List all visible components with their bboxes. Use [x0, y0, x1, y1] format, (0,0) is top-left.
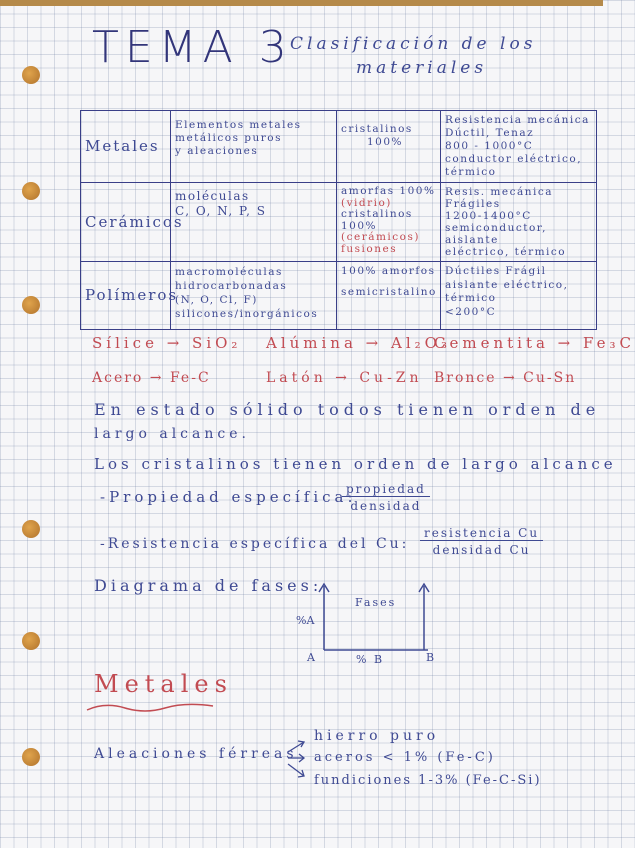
fraction-propiedad: propiedad densidad	[342, 482, 430, 513]
cell-structure: cristalinos 100%	[337, 111, 441, 183]
branch-arrows	[286, 736, 310, 782]
cell-properties: Resis. mecánica Frágiles 1200-1400°C semiconductor, aislante eléctrico, térmico	[441, 183, 597, 262]
branch-hierro-puro: hierro puro	[314, 728, 440, 744]
title-underline	[85, 700, 215, 714]
diagram-label-a: A	[307, 651, 315, 664]
formula-alumina: Alúmina → Al₂O₃	[266, 334, 451, 352]
section-title-metales: Metales	[94, 670, 233, 698]
notebook-top-edge	[0, 0, 603, 6]
table-row	[81, 262, 597, 330]
diagram-label-b: B	[426, 651, 435, 664]
row-head-polimeros: Polímeros	[81, 262, 171, 330]
note-solido-2: largo alcance.	[94, 426, 250, 442]
cell-properties: Resistencia mecánica Dúctil, Tenaz 800 - 1000°C conductor eléctrico, térmico	[441, 111, 597, 183]
diagram-label-fases: Fases	[355, 596, 397, 609]
subtitle-line-1: Clasificación de los	[290, 34, 537, 54]
formula-bronce: Bronce → Cu-Sn	[434, 370, 577, 386]
note-propiedad-especifica: -Propiedad específica:	[100, 488, 357, 506]
cell-composition: macromoléculas hidrocarbonadas (N, O, Cl, F) silicones/inorgánicos	[171, 262, 337, 330]
binder-ring-hole	[22, 748, 40, 766]
branch-fundiciones: fundiciones 1-3% (Fe-C-Si)	[314, 773, 542, 788]
note-solido-1: En estado sólido todos tienen orden de	[94, 400, 601, 419]
branch-aceros: aceros < 1% (Fe-C)	[314, 750, 496, 765]
note-cristalinos: Los cristalinos tienen orden de largo alcance	[94, 455, 617, 473]
table-row	[81, 111, 597, 183]
binder-ring-hole	[22, 632, 40, 650]
table-row	[81, 183, 597, 262]
row-head-metales: Metales	[81, 111, 171, 183]
note-resistencia-especifica: -Resistencia específica del Cu:	[100, 536, 410, 552]
page-title: TEMA 3	[92, 22, 293, 73]
binder-ring-hole	[22, 182, 40, 200]
fraction-resistencia: resistencia Cu densidad Cu	[420, 526, 543, 557]
diagram-label-pct-a: %A	[296, 614, 315, 627]
cell-composition: moléculas C, O, N, P, S	[171, 183, 337, 262]
formula-acero: Acero → Fe-C	[92, 370, 211, 386]
binder-ring-hole	[22, 66, 40, 84]
row-head-ceramicos: Cerámicos	[81, 183, 171, 262]
binder-ring-hole	[22, 520, 40, 538]
cell-structure: amorfas 100% (vidrio) cristalinos 100% (cerámicos) fusiones	[337, 183, 441, 262]
classification-table	[80, 110, 597, 330]
cell-structure: 100% amorfos semicristalino	[337, 262, 441, 330]
arrow-right-icon	[288, 764, 304, 776]
subtitle-line-2: materiales	[356, 58, 488, 78]
formula-laton: Latón → Cu-Zn	[266, 370, 423, 386]
note-aleaciones-ferreas: Aleaciones férreas	[94, 746, 298, 762]
note-diagrama-fases: Diagrama de fases:	[94, 576, 323, 595]
formula-silice: Sílice → SiO₂	[92, 334, 242, 352]
diagram-label-pct-b: % B	[356, 653, 385, 666]
cell-properties: Dúctiles Frágil aislante eléctrico, térmico <200°C	[441, 262, 597, 330]
binder-ring-hole	[22, 296, 40, 314]
formula-cementita: Cementita → Fe₃C	[434, 334, 635, 352]
cell-composition: Elementos metales metálicos puros y aleaciones	[171, 111, 337, 183]
